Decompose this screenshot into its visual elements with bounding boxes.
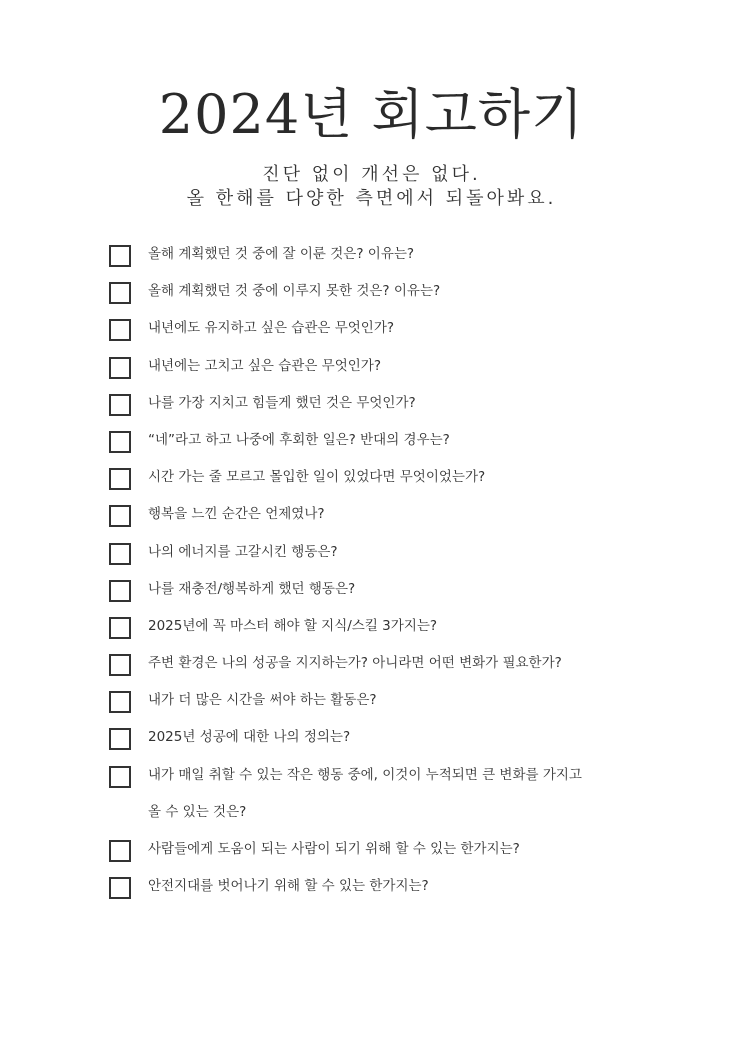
question-text: 2025년 성공에 대한 나의 정의는? (148, 729, 351, 746)
checkbox[interactable] (109, 468, 131, 490)
checklist-item (109, 571, 729, 608)
checklist-item (109, 496, 729, 533)
checkbox[interactable] (109, 431, 131, 453)
question-text: 내년에도 유지하고 싶은 습관은 무엇인가? (148, 320, 395, 337)
question-text: 시간 가는 줄 모르고 몰입한 일이 있었다면 무엇이었는가? (148, 469, 486, 486)
question-text: 나를 재충전/행복하게 했던 행동은? (148, 580, 356, 597)
checklist-item (109, 534, 729, 571)
checklist-item (109, 868, 729, 905)
question-text: 내년에는 고치고 싶은 습관은 무엇인가? (148, 357, 381, 374)
checklist-item (109, 645, 729, 682)
checkbox[interactable] (109, 617, 131, 639)
checklist-item (109, 385, 729, 422)
checkbox[interactable] (109, 505, 131, 527)
checklist-item (109, 422, 729, 459)
checklist-item (109, 310, 729, 347)
checkbox[interactable] (109, 282, 131, 304)
question-text: 나를 가장 지치고 힘들게 했던 것은 무엇인가? (148, 394, 416, 411)
checklist-item (109, 719, 729, 756)
checkbox[interactable] (109, 877, 131, 899)
question-text: “네”라고 하고 나중에 후회한 일은? 반대의 경우는? (148, 431, 450, 448)
question-text: 행복을 느낀 순간은 언제였나? (148, 506, 325, 523)
checklist-item (109, 831, 729, 868)
checklist-item (109, 459, 729, 496)
checkbox[interactable] (109, 840, 131, 862)
checkbox[interactable] (109, 543, 131, 565)
checkbox[interactable] (109, 580, 131, 602)
checklist-item (109, 608, 729, 645)
question-text-line-2: 올 수 있는 것은? (148, 803, 247, 820)
checklist-item (109, 236, 729, 273)
question-text (148, 757, 608, 831)
question-text: 나의 에너지를 고갈시킨 행동은? (148, 543, 338, 560)
checkbox[interactable] (109, 319, 131, 341)
checklist-item (109, 273, 729, 310)
question-text: 안전지대를 벗어나기 위해 할 수 있는 한가지는? (148, 878, 429, 895)
page-title: 2024년 회고하기 (158, 83, 585, 146)
checkbox[interactable] (109, 766, 131, 788)
question-text: 사람들에게 도움이 되는 사람이 되기 위해 할 수 있는 한가지는? (148, 841, 520, 858)
question-text-line-1: 내가 매일 취할 수 있는 작은 행동 중에, 이것이 누적되면 큰 변화를 가지고 (148, 766, 582, 783)
checkbox[interactable] (109, 728, 131, 750)
checkbox[interactable] (109, 394, 131, 416)
checklist-item (109, 348, 729, 385)
question-checklist (109, 236, 729, 905)
checkbox[interactable] (109, 357, 131, 379)
checkbox[interactable] (109, 654, 131, 676)
question-text: 주변 환경은 나의 성공을 지지하는가? 아니라면 어떤 변화가 필요한가? (148, 655, 562, 672)
subtitle-line-1: 진단 없이 개선은 없다. (262, 164, 481, 185)
question-text: 올해 계획했던 것 중에 잘 이룬 것은? 이유는? (148, 246, 415, 262)
checkbox[interactable] (109, 245, 131, 267)
checklist-item (109, 757, 729, 831)
checklist-item (109, 682, 729, 719)
question-text: 내가 더 많은 시간을 써야 하는 활동은? (148, 692, 377, 709)
checkbox[interactable] (109, 691, 131, 713)
question-text: 올해 계획했던 것 중에 이루지 못한 것은? 이유는? (148, 283, 441, 300)
question-text: 2025년에 꼭 마스터 해야 할 지식/스킬 3가지는? (148, 617, 438, 634)
subtitle-line-2: 올 한해를 다양한 측면에서 되돌아봐요. (186, 188, 557, 209)
